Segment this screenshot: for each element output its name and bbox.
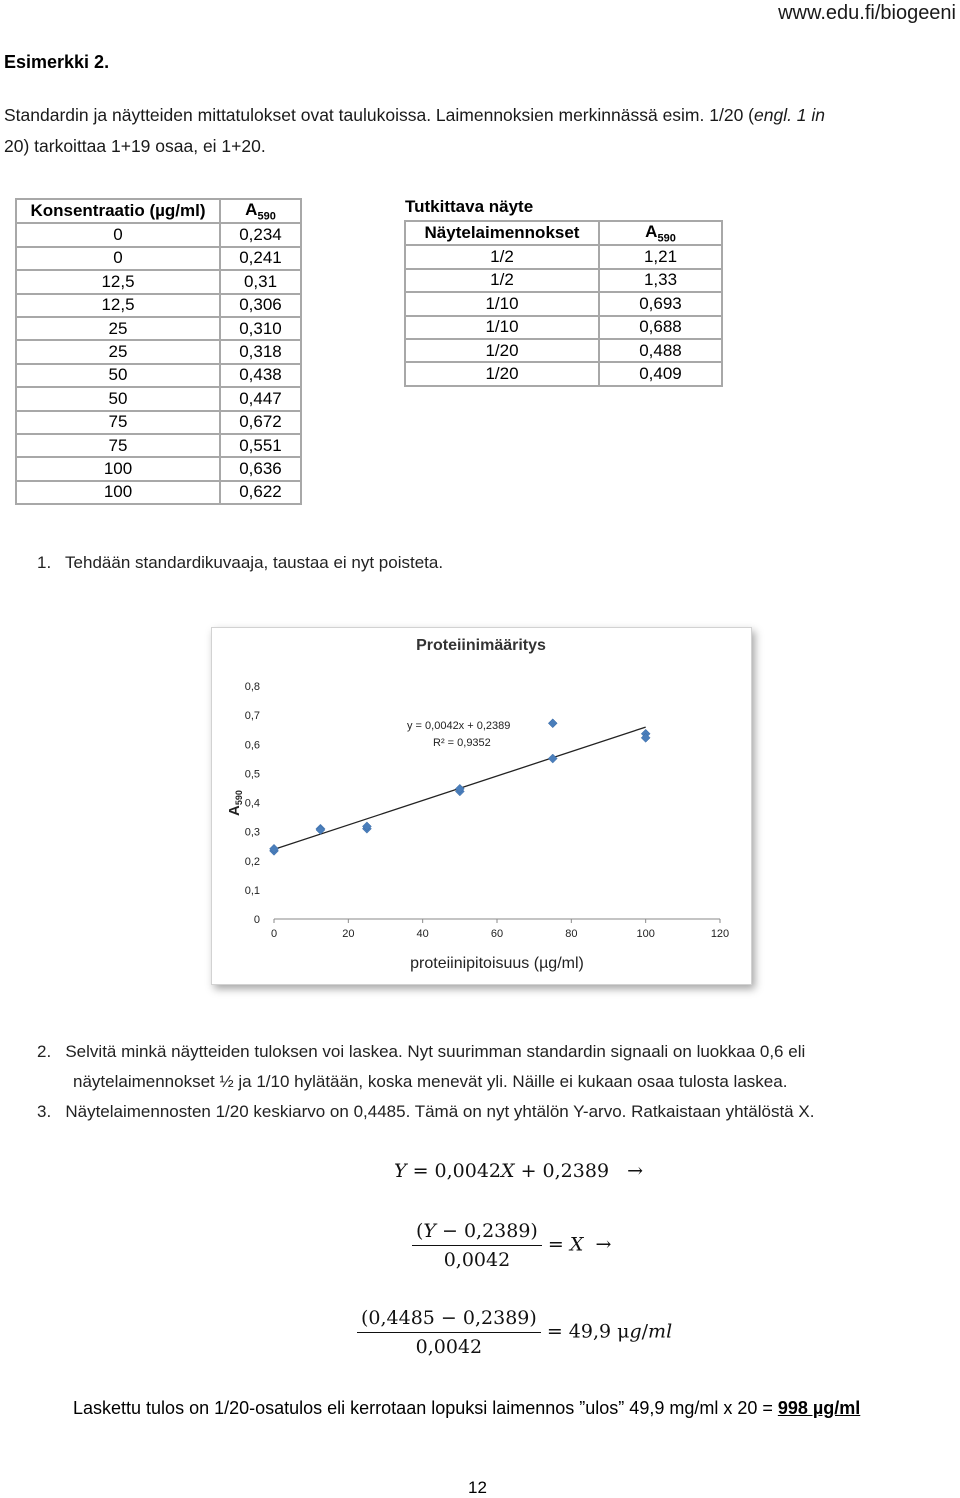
sample-cell: 0,488 [599,339,722,362]
sample-table [404,220,723,387]
sample-cell: 1,21 [599,245,722,268]
standard-cell: 75 [16,411,220,434]
standard-cell: 100 [16,481,220,504]
y-tick-label: 0,2 [244,855,260,868]
intro-italic: engl. 1 in [754,105,826,125]
standard-cell: 25 [16,317,220,340]
data-point [548,754,557,763]
final-result-line [73,1398,860,1419]
standard-col2-header-main: A [245,200,258,219]
standard-cell: 0,241 [220,247,301,270]
sample-cell: 1/10 [405,292,599,315]
standard-row [16,317,301,340]
sample-cell: 1/2 [405,245,599,268]
standard-cell: 50 [16,387,220,410]
standard-cell: 0 [16,247,220,270]
y-axis-label-main: A [226,805,243,816]
sample-row [405,316,722,339]
sample-row [405,292,722,315]
step-2-continued: näytelaimennokset ½ ja 1/10 hylätään, koska menevät yli. Näille ei kukaan osaa tulosta laskea. [73,1072,788,1091]
x-tick-label: 0 [270,928,278,940]
standard-row [16,481,301,504]
x-tick-label: 80 [565,928,578,940]
sample-cell: 1/10 [405,316,599,339]
y-tick-label: 0,6 [244,739,260,752]
sample-row [405,362,722,385]
site-url: www.edu.fi/biogeeni [778,2,956,24]
equation-1 [394,1160,643,1182]
standard-row [16,223,301,246]
chart-title: Proteiinimääritys [416,637,546,654]
equation-2-denominator: 0,0042 [443,1249,511,1271]
y-tick-label: 0,5 [244,768,260,781]
final-result-value: 998 µg/ml [777,1398,861,1418]
standard-cell: 25 [16,340,220,363]
y-tick-label: 0,3 [244,826,260,839]
step-3: 3. Näytelaimennosten 1/20 keskiarvo on 0,4485. Tämä on nyt yhtälön Y-arvo. Ratkaistaan yhtälöstä X. [37,1102,815,1121]
y-tick-label: 0,7 [244,710,260,723]
x-tick-label: 40 [416,928,429,940]
data-point [548,719,557,728]
standard-cell: 12,5 [16,294,220,317]
standard-cell: 0,306 [220,294,301,317]
equation-1-text: 𝑌 = 0,0042𝑋 + 0,2389 [394,1160,610,1182]
sample-col2-header-sub: 590 [657,232,676,245]
y-tick-label: 0,4 [244,797,260,810]
step-1: 1. Tehdään standardikuvaaja, taustaa ei nyt poisteta. [37,553,444,572]
y-axis-label-sub: 590 [234,790,244,806]
sample-cell: 1,33 [599,269,722,292]
y-tick-label: 0,8 [244,681,260,693]
standard-row [16,270,301,293]
chart-svg [212,628,751,984]
standard-col2-header [220,199,301,223]
page-number: 12 [468,1478,487,1497]
standard-curve-chart [211,627,752,985]
arrow-icon: → [595,1233,612,1256]
equation-3-rhs: = 49,9 μ𝑔/𝑚𝑙 [546,1320,673,1343]
x-tick-label: 100 [636,928,655,940]
standard-cell: 0,622 [220,481,301,504]
sample-cell: 1/20 [405,339,599,362]
standard-cell: 100 [16,457,220,480]
sample-col2-header-main: A [645,222,658,241]
standard-row [16,411,301,434]
sample-cell: 1/20 [405,362,599,385]
x-axis-label: proteiinipitoisuus (µg/ml) [410,955,584,972]
trendline-r2: R² = 0,9352 [433,737,491,749]
standard-cell: 0,234 [220,223,301,246]
final-text: Laskettu tulos on 1/20-osatulos eli kerrotaan lopuksi laimennos ”ulos” 49,9 mg/ml x 20 = [73,1398,778,1418]
sample-row [405,269,722,292]
standard-cell: 0,310 [220,317,301,340]
intro-paragraph [4,100,949,162]
standard-row [16,387,301,410]
standard-cell: 0,636 [220,457,301,480]
standard-cell: 0,551 [220,434,301,457]
standard-row [16,434,301,457]
standard-cell: 12,5 [16,270,220,293]
trendline-equation: y = 0,0042x + 0,2389 [407,720,511,732]
intro-text-2: 20) tarkoittaa 1+19 osaa, ei 1+20. [4,136,266,156]
y-tick-label: 0,1 [244,884,260,897]
sample-row [405,245,722,268]
sample-cell: 0,693 [599,292,722,315]
standard-col2-header-sub: 590 [257,210,276,223]
equation-3-numerator: (0,4485 − 0,2389) [357,1307,541,1333]
equation-2-rhs: = 𝑋 [547,1233,584,1256]
equation-3-denominator: 0,0042 [415,1336,483,1358]
sample-row [405,339,722,362]
sample-col2-header [599,221,722,245]
standard-cell: 75 [16,434,220,457]
sample-cell: 0,688 [599,316,722,339]
equation-2-numerator: (𝑌 − 0,2389) [412,1220,542,1246]
equation-3 [357,1307,672,1358]
sample-table-title: Tutkittava näyte [405,197,534,216]
example-heading: Esimerkki 2. [4,52,110,72]
sample-cell: 0,409 [599,362,722,385]
standard-table [15,198,302,505]
standard-row [16,247,301,270]
x-tick-label: 120 [710,928,730,940]
standard-cell: 0,447 [220,387,301,410]
standard-cell: 0 [16,223,220,246]
standard-cell: 0,438 [220,364,301,387]
standard-row [16,340,301,363]
sample-table-header [405,221,722,245]
standard-cell: 0,672 [220,411,301,434]
equation-2-fraction [412,1220,542,1271]
y-axis-label [226,790,244,816]
standard-row [16,364,301,387]
sample-cell: 1/2 [405,269,599,292]
intro-text-1: Standardin ja näytteiden mittatulokset ovat taulukoissa. Laimennoksien merkinnässä esim. 1/20 ( [4,105,754,125]
equation-3-fraction [357,1307,541,1358]
standard-row [16,457,301,480]
y-tick-label: 0 [253,914,260,926]
sample-col1-header: Näytelaimennokset [405,221,599,245]
standard-cell: 0,31 [220,270,301,293]
equation-2 [412,1220,611,1271]
standard-cell: 50 [16,364,220,387]
standard-row [16,294,301,317]
step-2: 2. Selvitä minkä näytteiden tuloksen voi laskea. Nyt suurimman standardin signaali on luokkaa 0,6 eli [37,1042,806,1061]
standard-cell: 0,318 [220,340,301,363]
arrow-icon: → [627,1160,644,1182]
standard-col1-header: Konsentraatio (µg/ml) [16,199,220,223]
standard-table-header [16,199,301,223]
x-tick-label: 20 [342,928,355,940]
x-tick-label: 60 [490,928,504,940]
